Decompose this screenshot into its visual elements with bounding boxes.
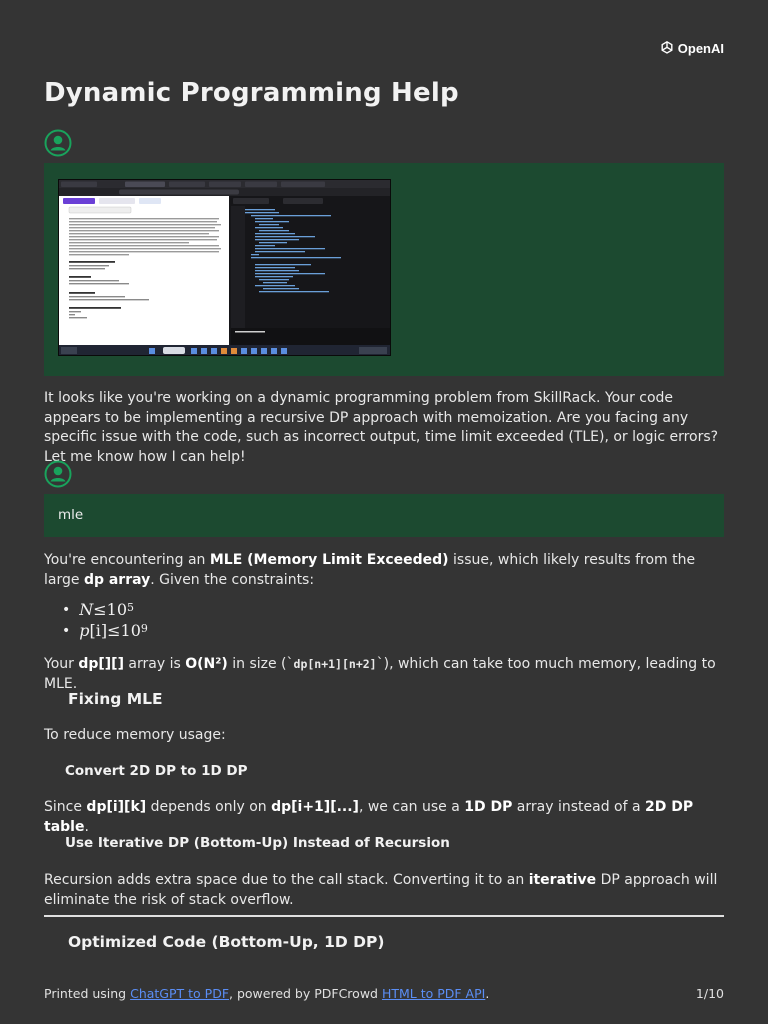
brand-name: OpenAI: [677, 40, 724, 56]
page-number: 1/10: [695, 986, 724, 1001]
heading-iterative-dp: Use Iterative DP (Bottom-Up) Instead of Recursion: [65, 835, 450, 851]
assistant-paragraph-dp-size: Your dp[][] array is O(N²) in size (`dp[n+1][n+2]`), which can take too much memory, leading to MLE.: [44, 656, 716, 692]
assistant-paragraph-mle: You're encountering an MLE (Memory Limit Exceeded) issue, which likely results from the large dp array. Given the constraints:: [44, 552, 696, 588]
user-avatar-icon: [44, 460, 72, 488]
assistant-paragraph-recursion: Recursion adds extra space due to the call stack. Converting it to an iterative DP approach will eliminate the risk of stack overflow.: [44, 872, 718, 908]
user-avatar-icon: [44, 129, 72, 157]
attached-screenshot[interactable]: [58, 179, 391, 356]
constraint-p: • p [i] ≤ 10 $^9$: [62, 621, 148, 640]
heading-optimized-code: Optimized Code (Bottom-Up, 1D DP): [68, 933, 385, 951]
openai-brand: [659, 40, 724, 56]
screenshot-thumbnail: [59, 180, 391, 356]
user-message-2-text: mle: [58, 507, 84, 523]
inline-code: dp[n+1][n+2]: [293, 657, 377, 671]
user-message-2: [44, 494, 724, 537]
openai-logo-icon: [659, 40, 675, 56]
heading-fixing-mle: Fixing MLE: [68, 690, 163, 708]
html-to-pdf-api-link[interactable]: HTML to PDF API: [381, 986, 486, 1001]
constraint-n: • N ≤ 10 $^5$: [62, 600, 135, 619]
heading-convert-1d: Convert 2D DP to 1D DP: [65, 763, 248, 779]
assistant-message-1: It looks like you're working on a dynamic programming problem from SkillRack. Your code appears to be implementing a recursive DP approach with memoization. Are you facing any specific issue with the code, such as incorrect output, time limit exceeded (TLE), or logic errors? Let me know how I can help!: [44, 390, 719, 465]
constraints-list: [62, 599, 148, 641]
assistant-paragraph-1d: Since dp[i][k] depends only on dp[i+1][...], we can use a 1D DP array instead of a 2D DP table.: [44, 799, 694, 835]
section-divider: [44, 915, 724, 917]
print-footer: Printed using ChatGPT to PDF, powered by PDFCrowd HTML to PDF API.: [44, 986, 490, 1001]
assistant-paragraph-reduce: To reduce memory usage:: [44, 727, 226, 743]
chatgpt-to-pdf-link[interactable]: ChatGPT to PDF: [130, 986, 230, 1001]
user-message-1: [44, 163, 724, 376]
page-title: Dynamic Programming Help: [44, 78, 459, 108]
